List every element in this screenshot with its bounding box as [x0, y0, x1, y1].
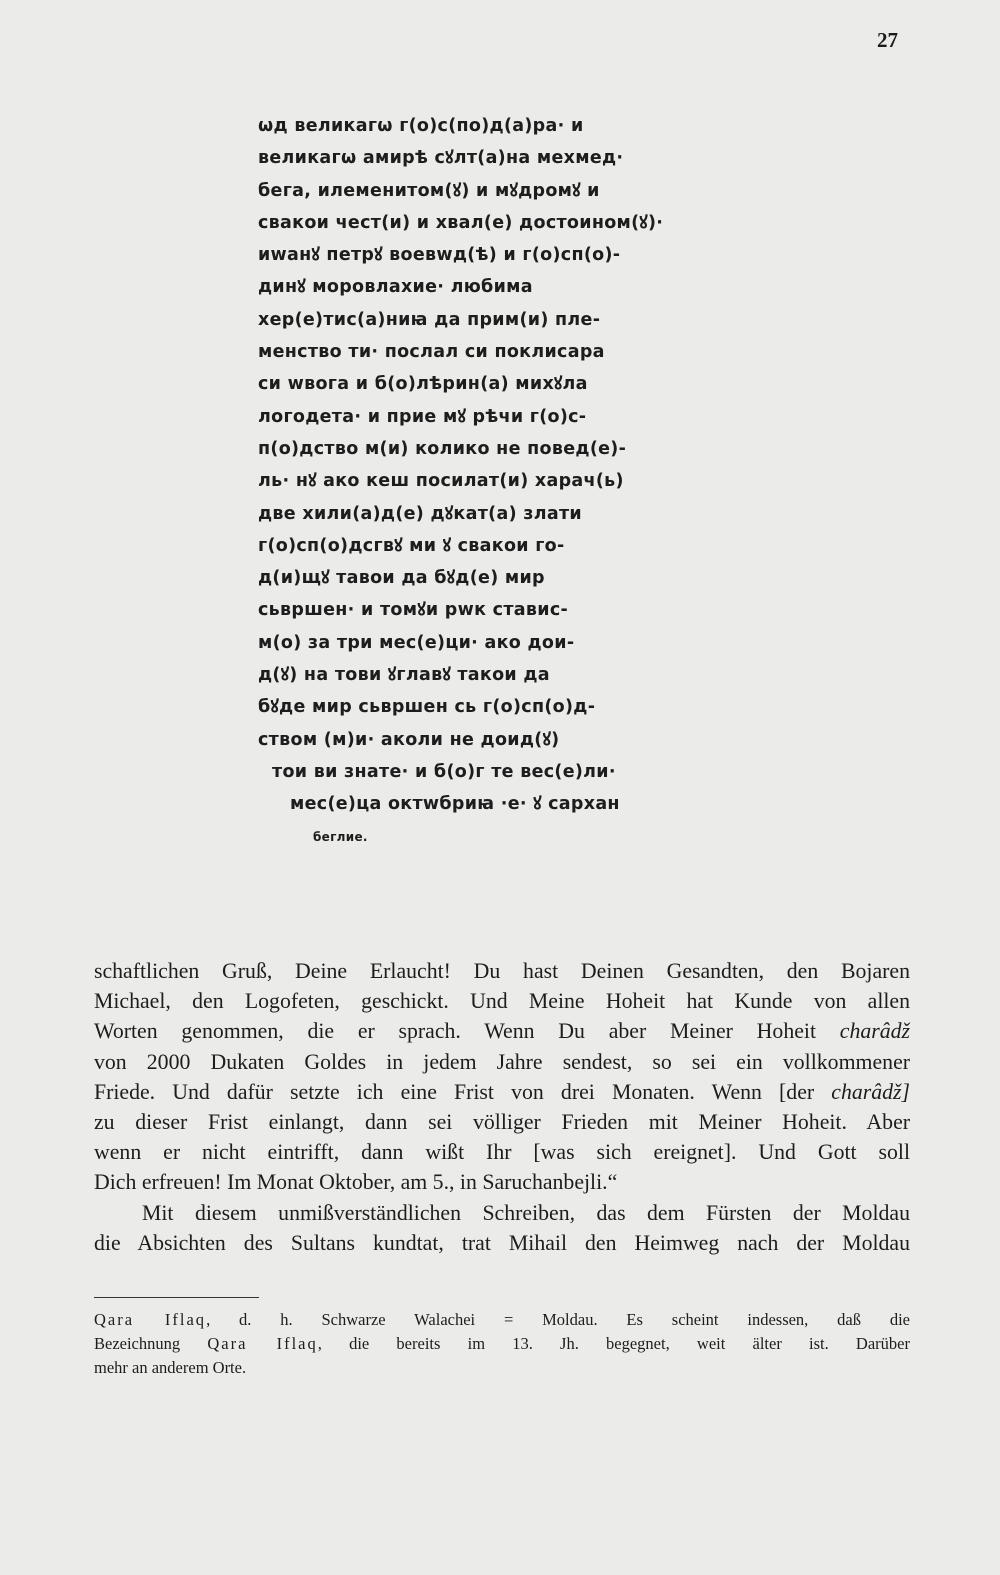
slavonic-line: м(о) за три мес(е)ци· ако дои-	[258, 632, 575, 653]
text-line: zu dieser Frist einlangt, dann sei völliger Frieden mit Meiner Hoheit. Aber	[94, 1110, 910, 1135]
slavonic-line: ль· нꙋ ако кеш посилат(и) харач(ь)	[258, 471, 624, 492]
slavonic-line: д(и)щꙋ тавои да бꙋд(е) мир	[258, 568, 545, 589]
slavonic-line: мес(е)ца октwбриꙗ ·е· ꙋ сархан	[290, 794, 620, 815]
translation-text	[94, 956, 910, 1258]
slavonic-line: д(ꙋ) на тови ꙋглавꙋ такои да	[258, 665, 550, 686]
text-line: wenn er nicht eintrifft, dann wißt Ihr [was sich ereignet]. Und Gott soll	[94, 1140, 910, 1165]
footnote-term: Qara Iflaq	[94, 1310, 207, 1329]
footnote-line: Bezeichnung Qara Iflaq, die bereits im 13. Jh. begegnet, weit älter ist. Darüber	[94, 1334, 910, 1353]
slavonic-line: беглие.	[313, 829, 368, 844]
text-line: Friede. Und dafür setzte ich eine Frist von drei Monaten. Wenn [der charâdž]	[94, 1079, 910, 1104]
slavonic-line: си wвога и б(о)лѣрин(а) михꙋла	[258, 374, 588, 395]
footnote	[94, 1308, 910, 1380]
slavonic-line: динꙋ моровлахие· любима	[258, 277, 533, 298]
slavonic-text-block	[258, 110, 698, 853]
slavonic-line: свакои чест(и) и хвал(е) достоином(ꙋ)·	[258, 212, 664, 233]
text-line: Mit diesem unmißverständlichen Schreiben, das dem Fürsten der Moldau	[142, 1200, 910, 1225]
footnote-line: mehr an anderem Orte.	[94, 1358, 247, 1377]
footnote-divider	[94, 1297, 259, 1298]
slavonic-line: ѡд великагѡ г(о)с(по)д(а)ра· и	[258, 116, 584, 136]
slavonic-line: логодета· и прие мꙋ рѣчи г(о)с-	[258, 406, 587, 427]
page-number: 27	[877, 28, 898, 52]
slavonic-line: сьвршен· и томꙋи рwк ставис-	[258, 600, 569, 621]
slavonic-line: хер(е)тис(а)ниꙗ да прим(и) пле-	[258, 309, 601, 330]
slavonic-line: великагѡ амирѣ сꙋлт(а)на мехмед·	[258, 148, 624, 169]
term-charadz-bracket: charâdž]	[831, 1079, 910, 1104]
slavonic-line: тои ви знате· и б(о)г те вес(е)ли·	[272, 761, 616, 782]
slavonic-line: г(о)сп(о)дсгвꙋ ми ꙋ свакои го-	[258, 535, 565, 556]
text-line: Worten genommen, die er sprach. Wenn Du aber Meiner Hoheit charâdž	[94, 1019, 910, 1044]
slavonic-line: ством (м)и· аколи не доид(ꙋ)	[258, 729, 560, 750]
term-charadz: charâdž	[839, 1019, 910, 1044]
slavonic-line: две хили(а)д(е) дꙋкат(а) злати	[258, 503, 582, 524]
paragraph-continuation	[94, 1198, 910, 1258]
slavonic-line: п(о)дство м(и) колико не повед(е)-	[258, 438, 627, 459]
slavonic-line: иwанꙋ петрꙋ воевwд(ѣ) и г(о)сп(о)-	[258, 245, 621, 266]
text-line: schaftlichen Gruß, Deine Erlaucht! Du hast Deinen Gesandten, den Bojaren	[94, 959, 910, 983]
footnote-line: Qara Iflaq, d. h. Schwarze Walachei = Moldau. Es scheint indessen, daß die	[94, 1310, 910, 1329]
text-line: Dich erfreuen! Im Monat Oktober, am 5., in Saruchanbejli.“	[94, 1170, 618, 1195]
footnote-term: Qara Iflaq	[207, 1334, 318, 1353]
text-line: die Absichten des Sultans kundtat, trat Mihail den Heimweg nach der Moldau	[94, 1230, 910, 1255]
slavonic-line: менство ти· послал си поклисара	[258, 342, 605, 363]
text-line: von 2000 Dukaten Goldes in jedem Jahre sendest, so sei ein vollkommener	[94, 1049, 910, 1074]
slavonic-line: бега, илеменитом(ꙋ) и мꙋдромꙋ и	[258, 180, 600, 201]
paragraph-translation	[94, 956, 910, 1198]
text-line: Michael, den Logofeten, geschickt. Und Meine Hoheit hat Kunde von allen	[94, 989, 910, 1014]
slavonic-line: бꙋде мир сьвршен сь г(о)сп(о)д-	[258, 697, 596, 718]
